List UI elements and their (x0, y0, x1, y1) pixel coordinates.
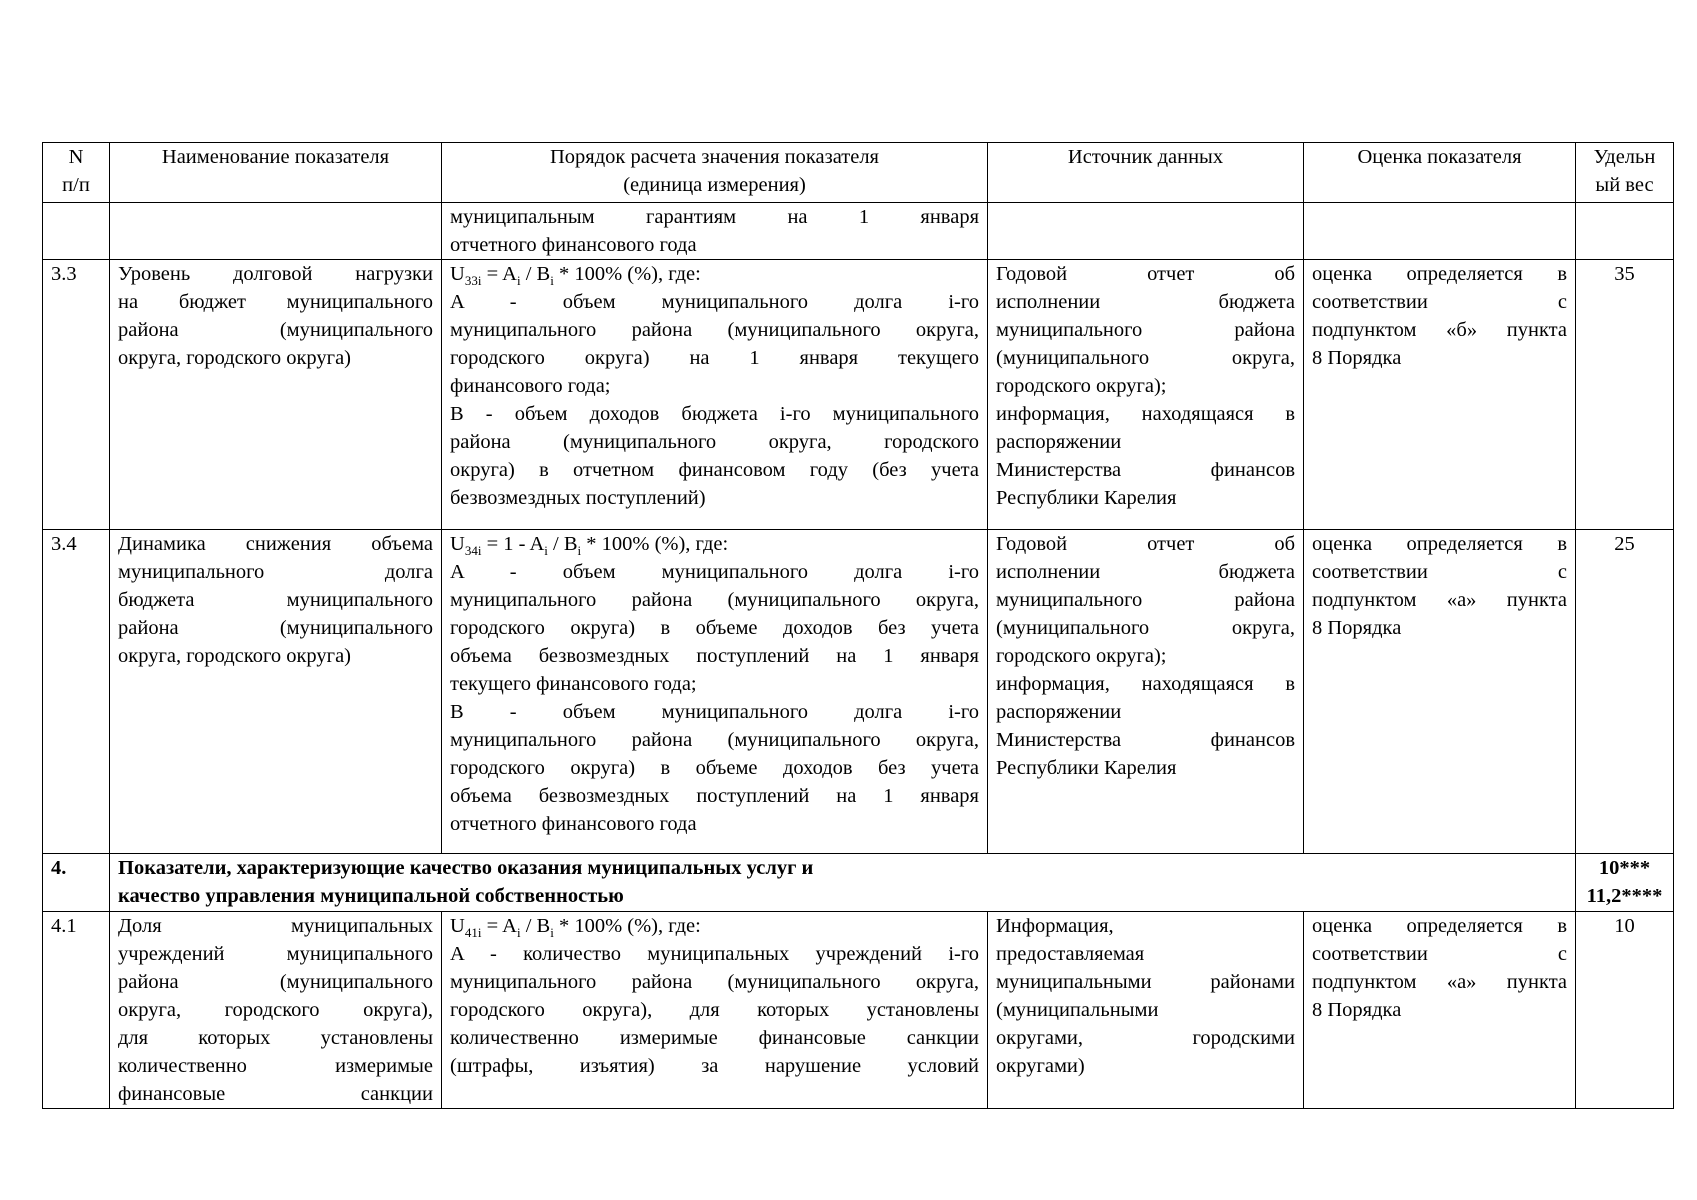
section-num: 4. (43, 854, 110, 912)
name-line: района (муниципального (118, 319, 433, 341)
header-calc (442, 143, 988, 203)
calc-line: финансового года; (450, 375, 611, 397)
formula: $U_{34i} = 1 - A_i / B_i * 100\%$ (%), где: (450, 533, 729, 559)
calc-line: объема безвозмездных поступлений на 1 января (450, 785, 979, 807)
name-line: муниципального долга (118, 561, 433, 583)
name-line: района (муниципального (118, 617, 433, 639)
section-weight (1576, 854, 1674, 912)
calc-line: муниципального района (муниципального округа, (450, 589, 979, 611)
header-num (43, 143, 110, 203)
calc-line: муниципального района (муниципального округа, (450, 729, 979, 751)
row-name (110, 912, 442, 1109)
assess-line: 8 Порядка (1312, 617, 1402, 639)
name-line: учреждений муниципального (118, 943, 433, 965)
table-row-section-4 (43, 854, 1674, 912)
source-line: (муниципального округа, (996, 617, 1295, 639)
row-calc (442, 912, 988, 1109)
source-line: Годовой отчет об (996, 533, 1295, 555)
assess-line: соответствии с (1312, 943, 1567, 965)
name-line: округа, городского округа), (118, 999, 433, 1021)
name-line: округа, городского округа) (118, 645, 351, 667)
cont-name-cell (110, 203, 442, 260)
source-line: (муниципального округа, (996, 347, 1295, 369)
source-line: муниципальными районами (996, 971, 1295, 993)
source-line: предоставляемая (996, 943, 1145, 965)
calc-line: объема безвозмездных поступлений на 1 января (450, 645, 979, 667)
row-calc (442, 260, 988, 530)
cont-assess-cell (1304, 203, 1576, 260)
header-weight (1576, 143, 1674, 203)
source-line: муниципального района (996, 589, 1295, 611)
source-line: распоряжении (996, 701, 1122, 723)
header-source: Источник данных (988, 143, 1304, 203)
assess-line: подпунктом «а» пункта (1312, 589, 1567, 611)
name-line: Доля муниципальных (118, 915, 433, 937)
header-num-line: п/п (62, 174, 90, 196)
assess-line: 8 Порядка (1312, 999, 1402, 1021)
assess-line: соответствии с (1312, 561, 1567, 583)
row-source (988, 530, 1304, 854)
name-line: количественно измеримые (118, 1055, 433, 1077)
assess-line: оценка определяется в (1312, 263, 1567, 285)
section-title-line: Показатели, характеризующие качество оказания муниципальных услуг и (118, 857, 814, 879)
calc-line: муниципального района (муниципального округа, (450, 319, 979, 341)
name-line: финансовые санкции (118, 1083, 433, 1105)
row-num: 3.3 (43, 260, 110, 530)
calc-line: городского округа), для которых установлены (450, 999, 979, 1021)
calc-line: текущего финансового года; (450, 673, 697, 695)
header-weight-line: ый вес (1595, 174, 1654, 196)
section-title (110, 854, 1576, 912)
row-source (988, 260, 1304, 530)
calc-line: округа) в отчетном финансовом году (без учета (450, 459, 979, 481)
calc-line: безвозмездных поступлений) (450, 487, 706, 509)
header-weight-line: Удельн (1593, 146, 1656, 168)
calc-line: B - объем муниципального долга i-го (450, 701, 979, 723)
source-line: Министерства финансов (996, 459, 1295, 481)
row-assess (1304, 530, 1576, 854)
calc-line: B - объем доходов бюджета i-го муниципального (450, 403, 979, 425)
calc-line: городского округа) в объеме доходов без учета (450, 617, 979, 639)
row-source (988, 912, 1304, 1109)
name-line: бюджета муниципального (118, 589, 433, 611)
assess-line: оценка определяется в (1312, 533, 1567, 555)
row-num: 3.4 (43, 530, 110, 854)
name-line: района (муниципального (118, 971, 433, 993)
table-row-3-4 (43, 530, 1674, 854)
header-calc-line: Порядок расчета значения показателя (550, 146, 879, 168)
source-line: исполнении бюджета (996, 291, 1295, 313)
calc-line: района (муниципального округа, городского (450, 431, 979, 453)
cont-calc-cell (442, 203, 988, 260)
header-num-line: N (68, 146, 84, 168)
row-name (110, 260, 442, 530)
source-line: Республики Карелия (996, 757, 1177, 779)
row-weight: 35 (1576, 260, 1674, 530)
table-row-3-3 (43, 260, 1674, 530)
source-line: городского округа); (996, 645, 1167, 667)
calc-line: количественно измеримые финансовые санкции (450, 1027, 979, 1049)
calc-line: городского округа) на 1 января текущего (450, 347, 979, 369)
section-weight-line: 10*** (1598, 857, 1651, 879)
row-num: 4.1 (43, 912, 110, 1109)
calc-line: (штрафы, изъятия) за нарушение условий (450, 1055, 979, 1077)
cont-source-cell (988, 203, 1304, 260)
source-line: исполнении бюджета (996, 561, 1295, 583)
formula: $U_{41i} = A_i / B_i * 100\%$ (%), где: (450, 915, 701, 941)
table-row-4-1 (43, 912, 1674, 1109)
assess-line: подпунктом «б» пункта (1312, 319, 1567, 341)
row-weight: 25 (1576, 530, 1674, 854)
source-line: Годовой отчет об (996, 263, 1295, 285)
header-assess: Оценка показателя (1304, 143, 1576, 203)
name-line: на бюджет муниципального (118, 291, 433, 313)
source-line: Информация, (996, 915, 1114, 937)
calc-line: муниципального района (муниципального округа, (450, 971, 979, 993)
indicator-table (42, 142, 1674, 1109)
source-line: округами, городскими (996, 1027, 1295, 1049)
calc-line: A - количество муниципальных учреждений i-го (450, 943, 979, 965)
name-line: округа, городского округа) (118, 347, 351, 369)
header-calc-line: (единица измерения) (623, 174, 806, 196)
calc-line: городского округа) в объеме доходов без учета (450, 757, 979, 779)
assess-line: подпунктом «а» пункта (1312, 971, 1567, 993)
cont-calc-line: муниципальным гарантиям на 1 января (450, 206, 979, 228)
row-assess (1304, 912, 1576, 1109)
assess-line: оценка определяется в (1312, 915, 1567, 937)
row-calc (442, 530, 988, 854)
table-header-row (43, 143, 1674, 203)
source-line: информация, находящаяся в (996, 403, 1295, 425)
assess-line: 8 Порядка (1312, 347, 1402, 369)
cont-weight-cell (1576, 203, 1674, 260)
name-line: Динамика снижения объема (118, 533, 433, 555)
source-line: Республики Карелия (996, 487, 1177, 509)
row-assess (1304, 260, 1576, 530)
source-line: округами) (996, 1055, 1085, 1077)
source-line: Министерства финансов (996, 729, 1295, 751)
row-name (110, 530, 442, 854)
source-line: распоряжении (996, 431, 1122, 453)
source-line: информация, находящаяся в (996, 673, 1295, 695)
calc-line: отчетного финансового года (450, 813, 697, 835)
source-line: муниципального района (996, 319, 1295, 341)
section-weight-line: 11,2**** (1586, 885, 1663, 907)
source-line: (муниципальными (996, 999, 1159, 1021)
table-row-continuation (43, 203, 1674, 260)
assess-line: соответствии с (1312, 291, 1567, 313)
calc-line: A - объем муниципального долга i-го (450, 291, 979, 313)
name-line: Уровень долговой нагрузки (118, 263, 433, 285)
cont-calc-line: отчетного финансового года (450, 234, 697, 256)
formula: $U_{33i} = A_i / B_i * 100\%$ (%), где: (450, 263, 701, 289)
source-line: городского округа); (996, 375, 1167, 397)
calc-line: A - объем муниципального долга i-го (450, 561, 979, 583)
row-weight: 10 (1576, 912, 1674, 1109)
section-title-line: качество управления муниципальной собственностью (118, 885, 624, 907)
name-line: для которых установлены (118, 1027, 433, 1049)
cont-num-cell (43, 203, 110, 260)
header-name: Наименование показателя (110, 143, 442, 203)
